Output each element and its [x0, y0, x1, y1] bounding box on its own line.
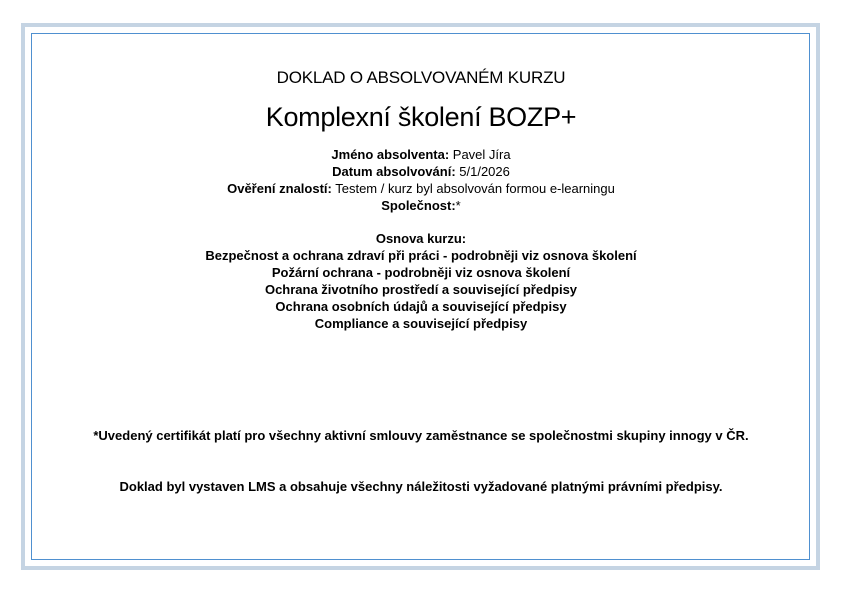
course-title: Komplexní školení BOZP+: [265, 102, 577, 132]
document-heading: DOKLAD O ABSOLVOVANÉM KURZU: [276, 68, 566, 87]
company-line: [0, 197, 842, 214]
graduate-name-line: [0, 146, 842, 163]
syllabus-item: Ochrana osobních údajů a související předpisy: [275, 299, 567, 314]
syllabus-item: Bezpečnost a ochrana zdraví při práci - podrobněji viz osnova školení: [205, 248, 637, 263]
verification-label: Ověření znalostí:: [227, 181, 332, 196]
graduate-name-label: Jméno absolventa:: [331, 147, 450, 162]
company-label: Společnost:: [381, 198, 456, 213]
graduate-info: [0, 146, 842, 214]
syllabus-item: Ochrana životního prostředí a související předpisy: [264, 282, 578, 297]
syllabus-item: Požární ochrana - podrobněji viz osnova školení: [271, 265, 571, 280]
validity-footnote: *Uvedený certifikát platí pro všechny aktivní smlouvy zaměstnance se společnostmi skupiny innogy v ČR.: [93, 428, 749, 443]
issued-statement: Doklad byl vystaven LMS a obsahuje všechny náležitosti vyžadované platnými právními předpisy.: [119, 479, 723, 494]
syllabus-item: Compliance a související předpisy: [314, 316, 528, 331]
company-value: *: [455, 198, 461, 213]
course-syllabus: [0, 230, 842, 332]
verification-value: Testem / kurz byl absolvován formou e-learningu: [331, 181, 615, 196]
completion-date-value: 5/1/2026: [455, 164, 510, 179]
completion-date-line: [0, 163, 842, 180]
graduate-name-value: Pavel Jíra: [449, 147, 511, 162]
syllabus-title: Osnova kurzu:: [375, 231, 467, 246]
verification-line: [0, 180, 842, 197]
completion-date-label: Datum absolvování:: [332, 164, 456, 179]
